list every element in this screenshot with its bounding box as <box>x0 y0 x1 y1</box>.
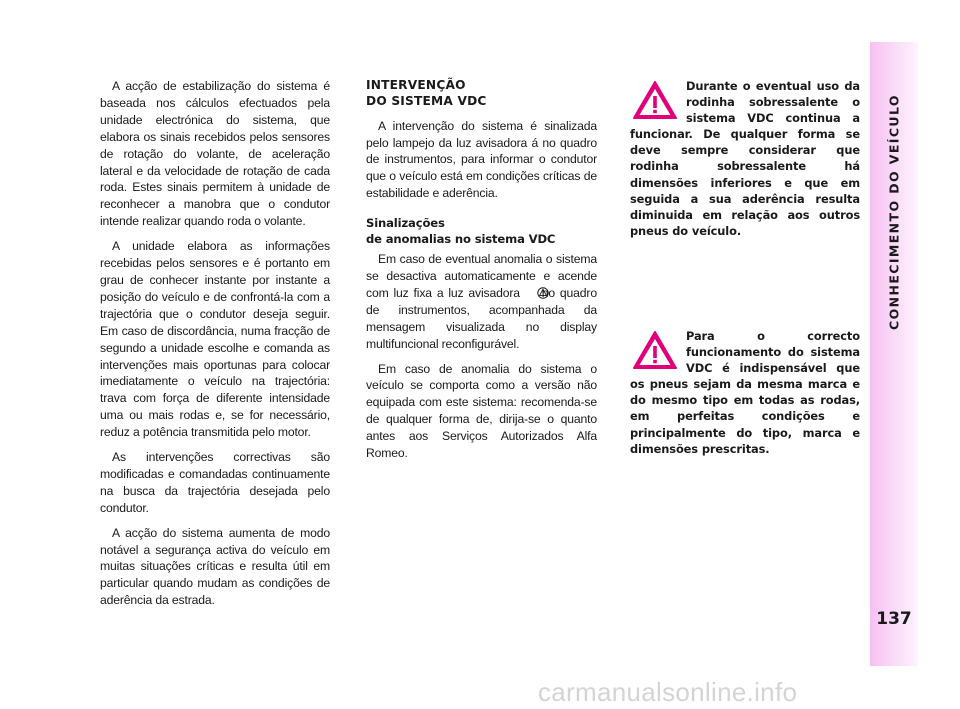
subsection-heading <box>366 216 597 247</box>
middle-text-column <box>366 78 597 470</box>
subsection-heading-line1: Sinalizações <box>366 216 445 231</box>
watermark: carmanualsonline.info <box>538 677 798 707</box>
page-number: 137 <box>876 609 912 629</box>
paragraph: A acção de estabilização do sistema é baseada nos cálculos efectuados pela unidade electrónica do sistema, que elabora os sinais recebidos pelos sensores de rotação do volante, de aceleração lateral e da velocidade de rotação de cada roda. Estes sinais permitem à unidade de reconhecer a manobra que o condutor intende realizar quando roda o volante. <box>100 79 330 229</box>
section-heading-line2: DO SISTEMA VDC <box>366 93 487 108</box>
paragraph-text: no quadro de instrumentos, acompanhada da mensagem visualizada no display multifuncional reconfigurável. <box>366 285 597 351</box>
section-heading-line1: INTERVENÇÃO <box>366 78 466 92</box>
paragraph <box>366 251 597 352</box>
paragraph: As intervenções correctivas são modificadas e comandadas continuamente na busca da trajectória desejada pelo condutor. <box>100 450 330 515</box>
section-heading <box>366 78 597 110</box>
warning-text: Para o correcto funcionamento do sistema VDC é indispensável que os pneus sejam da mesma marca e do mesmo tipo em todas as rodas, em perfeitas condições e principalmente do tipo, marca e dimensões prescritas. <box>630 329 860 456</box>
vdc-warning-light-icon <box>525 287 537 299</box>
paragraph-text: Em caso de eventual anomalia o sistema se desactiva automaticamente e acende com luz fixa a luz avisadora <box>366 252 597 300</box>
paragraph: A intervenção do sistema é sinalizada pelo lampejo da luz avisadora á no quadro de instrumentos, para informar o condutor que o veículo está em condições críticas de estabilidade e aderência. <box>366 118 597 201</box>
warning-text: Durante o eventual uso da rodinha sobressalente o sistema VDC continua a funcionar. De qualquer forma se deve sempre considerar que rodinha sobressalente há dimensões inferiores e que em seguida a sua aderência resulta diminuida em relação aos outros pneus do veículo. <box>630 79 860 238</box>
subsection-heading-line2: de anomalias no sistema VDC <box>366 231 556 246</box>
warning-note <box>630 78 860 239</box>
section-title: CONHECIMENTO DO VEÍCULO <box>886 94 902 330</box>
warning-triangle-icon <box>632 80 678 120</box>
left-text-column <box>100 78 330 617</box>
warning-triangle-icon <box>632 330 678 370</box>
paragraph: Em caso de anomalia do sistema o veículo se comporta como a versão não equipada com este sistema: recomenda-se de qualquer forma de, dirija-se o quanto antes aos Serviços Autorizados Alfa Romeo. <box>366 361 597 461</box>
paragraph: A unidade elabora as informações recebidas pelos sensores e é portanto em grau de conhecer instante por instante a posição do veículo e de confrontá-la com a trajectória que o condutor deseja seguir. Em caso de discordância, numa fracção de segundo a unidade escolhe e comanda as intervenções mais oportunas para colocar imediatamente o veículo na trajectória: trava com força de diferente intensidade uma ou mais rodas e, se for necessário, reduz a potência transmitida pelo motor. <box>100 239 330 440</box>
paragraph: A acção do sistema aumenta de modo notável a segurança activa do veículo em muitas situações críticas e resulta útil em particular quando mudam as condições de aderência da estrada. <box>100 525 330 608</box>
warning-note <box>630 328 860 457</box>
section-sidebar <box>870 42 918 666</box>
